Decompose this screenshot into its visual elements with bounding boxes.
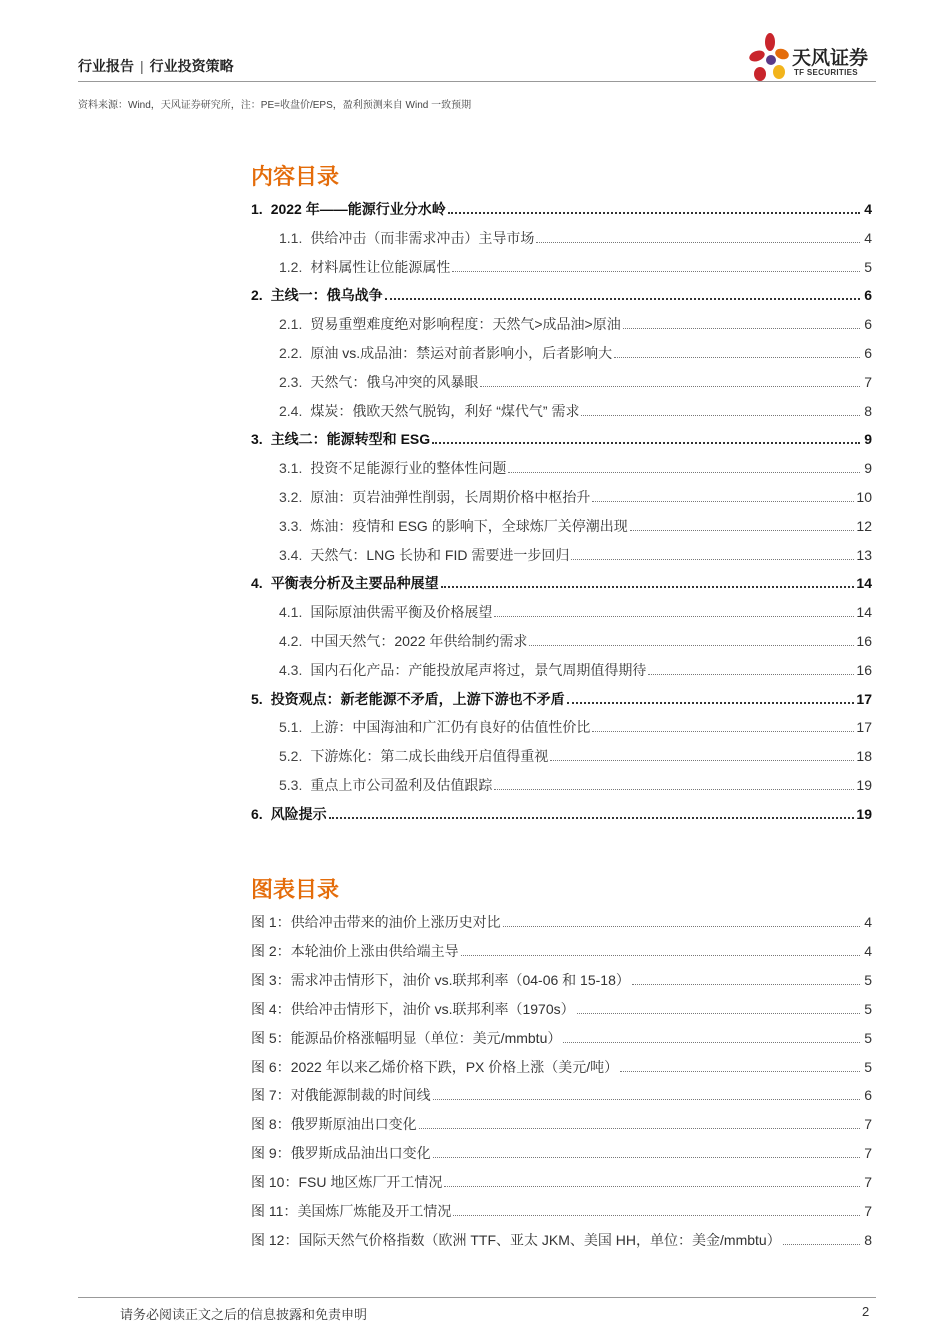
entry-title: 投资观点：新老能源不矛盾，上游下游也不矛盾	[270, 690, 565, 707]
logo-petal-left	[748, 49, 766, 64]
leader-dots	[550, 760, 854, 761]
entry-title: 供给冲击（而非需求冲击）主导市场	[310, 229, 535, 246]
page-number: 2	[862, 1304, 870, 1319]
source-note: 资料来源：Wind，天风证券研究所，注：PE=收盘价/EPS，盈利预测来自 Wind 一致预期	[78, 100, 472, 111]
entry-page: 8	[864, 402, 872, 419]
toc-entry-section[interactable]	[251, 630, 872, 650]
footer-rule	[78, 1297, 876, 1298]
toc-entry-chapter[interactable]	[251, 572, 872, 592]
entry-page: 5	[864, 258, 872, 275]
tf-securities-logo	[748, 30, 888, 86]
leader-dots	[444, 1186, 860, 1187]
entry-title: 国际天然气价格指数（欧洲 TTF、亚太 JKM、美国 HH，单位：美金/mmbtu）	[298, 1231, 781, 1248]
figure-entry[interactable]	[251, 1171, 872, 1191]
entry-page: 7	[864, 1174, 872, 1191]
entry-number: 4.3.	[279, 661, 303, 678]
entry-title: 2022 年以来乙烯价格下跌，PX 价格上涨（美元/吨）	[290, 1058, 619, 1075]
entry-title: 风险提示	[270, 805, 327, 822]
entry-page: 6	[864, 287, 872, 304]
entry-number: 5.	[251, 690, 263, 707]
logo-petal-bottom-right	[773, 65, 785, 79]
entry-title: 下游炼化：第二成长曲线开启值得重视	[310, 748, 549, 765]
entry-number: 图 2：	[251, 942, 291, 959]
entry-number: 2.	[251, 287, 263, 304]
entry-number: 图 8：	[251, 1116, 291, 1133]
toc-entry-section[interactable]	[251, 457, 872, 477]
entry-number: 2.4.	[279, 402, 303, 419]
leader-dots	[632, 984, 860, 985]
toc-entry-section[interactable]	[251, 774, 872, 794]
toc-entry-section[interactable]	[251, 659, 872, 679]
entry-number: 6.	[251, 805, 263, 822]
toc-entry-section[interactable]	[251, 515, 872, 535]
entry-page: 14	[856, 575, 872, 592]
entry-title: FSU 地区炼厂开工情况	[298, 1174, 443, 1191]
leader-dots	[432, 442, 860, 444]
leader-dots	[494, 789, 854, 790]
toc-entry-section[interactable]	[251, 227, 872, 247]
figure-entry[interactable]	[251, 1027, 872, 1047]
leader-dots	[529, 645, 854, 646]
leader-dots	[433, 1157, 860, 1158]
entry-number: 5.1.	[279, 719, 303, 736]
entry-title: 国内石化产品：产能投放尾声将过，景气周期值得期待	[310, 661, 647, 678]
entry-number: 5.3.	[279, 777, 303, 793]
leader-dots	[452, 271, 860, 272]
entry-number: 图 5：	[251, 1029, 291, 1046]
leader-dots	[441, 586, 855, 588]
toc-entry-section[interactable]	[251, 313, 872, 333]
entry-number: 2.3.	[279, 373, 303, 390]
entry-page: 13	[856, 546, 872, 563]
header-rule	[78, 81, 876, 82]
header-subcategory: 行业投资策略	[149, 58, 234, 74]
entry-page: 19	[856, 777, 872, 793]
figure-entry[interactable]	[251, 1229, 872, 1249]
toc-entry-section[interactable]	[251, 256, 872, 276]
report-header	[78, 56, 234, 76]
entry-title: 主线一：俄乌战争	[270, 287, 383, 304]
toc-entry-chapter[interactable]	[251, 198, 872, 218]
toc-entry-section[interactable]	[251, 486, 872, 506]
logo-center	[766, 55, 776, 65]
logo-petal-bottom-left	[754, 67, 766, 81]
leader-dots	[461, 955, 860, 956]
entry-title: 天然气：LNG 长协和 FID 需要进一步回归	[310, 546, 570, 563]
entry-page: 7	[864, 373, 872, 390]
entry-number: 1.1.	[279, 229, 303, 246]
entry-title: 能源品价格涨幅明显（单位：美元/mmbtu）	[290, 1029, 562, 1046]
entry-number: 3.3.	[279, 517, 303, 534]
entry-title: 天然气：俄乌冲突的风暴眼	[310, 373, 479, 390]
logo-petal-right	[774, 47, 791, 61]
entry-page: 18	[856, 748, 872, 765]
entry-page: 6	[864, 345, 872, 361]
entry-page: 7	[864, 1116, 872, 1133]
header-category: 行业报告	[78, 58, 134, 74]
leader-dots	[620, 1071, 860, 1072]
entry-title: 美国炼厂炼能及开工情况	[297, 1203, 452, 1219]
leader-dots	[581, 415, 860, 416]
toc-entry-section[interactable]	[251, 544, 872, 564]
entry-page: 6	[864, 316, 872, 333]
entry-page: 16	[856, 661, 872, 678]
toc-entry-section[interactable]	[251, 745, 872, 765]
entry-page: 4	[864, 229, 872, 246]
leader-dots	[623, 328, 860, 329]
entry-title: 需求冲击情形下，油价 vs.联邦利率（04-06 和 15-18）	[290, 971, 630, 988]
entry-page: 17	[856, 690, 872, 707]
logo-subtitle: TF SECURITIES	[794, 68, 858, 77]
entry-page: 5	[864, 1000, 872, 1017]
leader-dots	[329, 817, 855, 819]
entry-title: 原油：页岩油弹性削弱，长周期价格中枢抬升	[310, 489, 591, 505]
entry-page: 7	[864, 1203, 872, 1219]
entry-title: 材料属性让位能源属性	[310, 258, 451, 275]
entry-page: 14	[856, 604, 872, 621]
entry-number: 图 9：	[251, 1145, 291, 1162]
entry-page: 4	[864, 201, 872, 217]
figure-entry[interactable]	[251, 998, 872, 1018]
figure-entry[interactable]	[251, 1200, 872, 1220]
leader-dots	[577, 1013, 860, 1014]
figure-entry[interactable]	[251, 969, 872, 989]
entry-number: 图 3：	[251, 971, 291, 988]
logo-petal-top	[765, 33, 775, 51]
entry-page: 6	[864, 1087, 872, 1104]
entry-number: 4.	[251, 575, 263, 592]
figure-entry[interactable]	[251, 1056, 872, 1076]
entry-page: 4	[864, 942, 872, 959]
entry-number: 3.	[251, 431, 263, 448]
leader-dots	[571, 559, 854, 560]
leader-dots	[385, 298, 860, 300]
entry-page: 12	[856, 517, 872, 534]
toc-entry-section[interactable]	[251, 716, 872, 736]
entry-number: 4.1.	[279, 604, 303, 621]
entry-title: 主线二：能源转型和 ESG	[270, 431, 431, 448]
entry-number: 4.2.	[279, 633, 303, 649]
leader-dots	[630, 530, 855, 531]
footer-disclaimer: 请务必阅读正文之后的信息披露和免责申明	[120, 1307, 368, 1322]
figure-entry[interactable]	[251, 940, 872, 960]
leader-dots	[480, 386, 860, 387]
entry-number: 5.2.	[279, 748, 303, 765]
leader-dots	[433, 1099, 860, 1100]
entry-title: 俄罗斯成品油出口变化	[290, 1145, 431, 1162]
entry-page: 5	[864, 1058, 872, 1075]
entry-page: 17	[856, 719, 872, 736]
entry-title: 上游：中国海油和广汇仍有良好的估值性价比	[310, 719, 591, 736]
entry-number: 图 7：	[251, 1087, 291, 1104]
leader-dots	[592, 731, 854, 732]
leader-dots	[508, 472, 860, 473]
toc-entry-section[interactable]	[251, 371, 872, 391]
leader-dots	[419, 1128, 860, 1129]
entry-page: 19	[856, 805, 872, 822]
entry-number: 3.1.	[279, 460, 303, 477]
entry-title: 供给冲击情形下，油价 vs.联邦利率（1970s）	[290, 1000, 575, 1017]
entry-page: 10	[856, 489, 872, 505]
entry-page: 5	[864, 971, 872, 988]
figure-entry[interactable]	[251, 911, 872, 931]
entry-page: 16	[856, 633, 872, 649]
toc-entry-chapter[interactable]	[251, 428, 872, 448]
entry-number: 图 12：	[251, 1231, 299, 1248]
header-separator: |	[140, 58, 144, 74]
entry-title: 本轮油价上涨由供给端主导	[290, 942, 459, 959]
entry-title: 对俄能源制裁的时间线	[290, 1087, 431, 1104]
entry-number: 图 10：	[251, 1174, 299, 1191]
figure-list-title: 图表目录	[251, 877, 340, 902]
leader-dots	[614, 357, 860, 358]
entry-page: 5	[864, 1029, 872, 1046]
leader-dots	[648, 674, 854, 675]
figure-entry[interactable]	[251, 1113, 872, 1133]
entry-number: 图 1：	[251, 914, 291, 930]
entry-number: 1.2.	[279, 258, 303, 275]
flower-logo-icon	[748, 30, 792, 86]
entry-title: 2022 年——能源行业分水岭	[270, 201, 446, 217]
toc-title: 内容目录	[251, 164, 340, 189]
toc-entry-chapter[interactable]	[251, 688, 872, 708]
leader-dots	[448, 212, 860, 214]
leader-dots	[592, 501, 854, 502]
entry-page: 9	[864, 460, 872, 477]
toc-entry-section[interactable]	[251, 342, 872, 362]
entry-page: 7	[864, 1145, 872, 1162]
leader-dots	[503, 926, 860, 927]
leader-dots	[494, 616, 854, 617]
leader-dots	[783, 1244, 860, 1245]
entry-number: 图 6：	[251, 1058, 291, 1075]
leader-dots	[536, 242, 860, 243]
figure-entry[interactable]	[251, 1142, 872, 1162]
entry-title: 国际原油供需平衡及价格展望	[310, 604, 493, 621]
entry-number: 3.2.	[279, 489, 303, 505]
leader-dots	[563, 1042, 860, 1043]
entry-number: 2.1.	[279, 316, 303, 333]
entry-title: 贸易重塑难度绝对影响程度：天然气>成品油>原油	[310, 316, 621, 333]
entry-title: 中国天然气：2022 年供给制约需求	[310, 633, 528, 649]
entry-number: 3.4.	[279, 546, 303, 563]
entry-page: 8	[864, 1231, 872, 1248]
entry-number: 1.	[251, 201, 263, 217]
entry-number: 图 11：	[251, 1203, 298, 1219]
logo-name: 天风证券	[792, 48, 869, 69]
entry-title: 投资不足能源行业的整体性问题	[310, 460, 507, 477]
entry-title: 俄罗斯原油出口变化	[290, 1116, 417, 1133]
entry-number: 2.2.	[279, 345, 303, 361]
entry-title: 供给冲击带来的油价上涨历史对比	[290, 914, 501, 930]
entry-page: 9	[864, 431, 872, 448]
figure-entry[interactable]	[251, 1084, 872, 1104]
entry-title: 炼油：疫情和 ESG 的影响下，全球炼厂关停潮出现	[310, 517, 628, 534]
entry-page: 4	[864, 914, 872, 930]
leader-dots	[453, 1215, 860, 1216]
toc-entry-section[interactable]	[251, 400, 872, 420]
leader-dots	[567, 702, 855, 704]
entry-title: 煤炭：俄欧天然气脱钩，利好 “煤代气” 需求	[310, 402, 580, 419]
toc-entry-chapter[interactable]	[251, 284, 872, 304]
entry-number: 图 4：	[251, 1000, 291, 1017]
entry-title: 平衡表分析及主要品种展望	[270, 575, 439, 592]
entry-title: 原油 vs.成品油：禁运对前者影响小，后者影响大	[310, 345, 613, 361]
toc-entry-section[interactable]	[251, 601, 872, 621]
entry-title: 重点上市公司盈利及估值跟踪	[310, 777, 493, 793]
toc-entry-chapter[interactable]	[251, 803, 872, 823]
